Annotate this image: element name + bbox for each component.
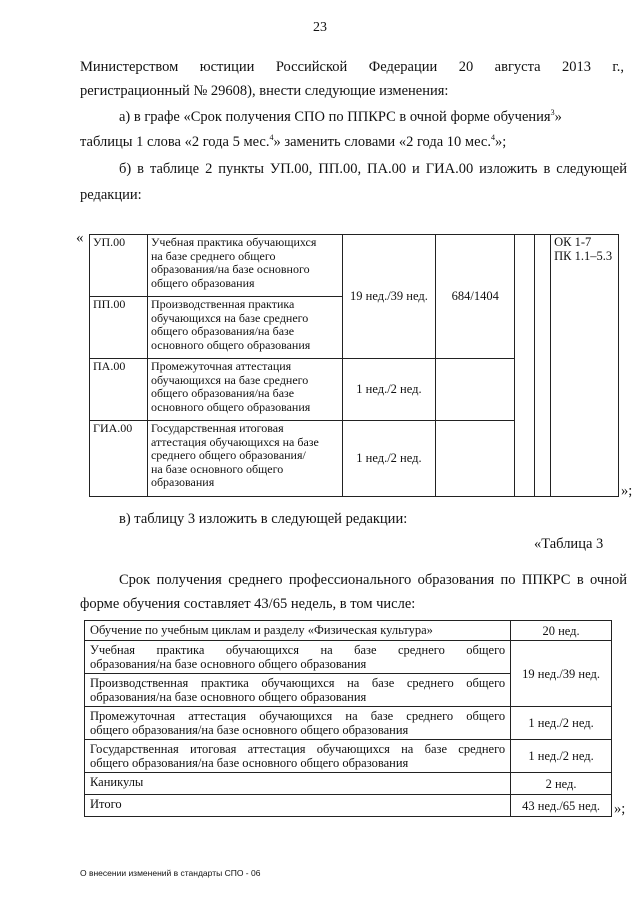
row-code: УП.00 xyxy=(90,235,148,297)
description-line: на базе основного общего xyxy=(150,461,284,476)
description-line: общего образования/на базе xyxy=(150,324,295,339)
intro-line-2: регистрационный № 29608), внести следующие изменения: xyxy=(80,83,449,99)
row-label: Каникулы xyxy=(85,773,511,795)
table-row xyxy=(90,235,619,297)
description-line: общего образования xyxy=(150,275,255,290)
description-line: Производственная практика xyxy=(150,297,295,311)
item-a-text: »; xyxy=(494,134,507,150)
table-row xyxy=(85,641,612,674)
weeks-pa: 1 нед./2 нед. xyxy=(342,359,436,421)
item-b-line-2: редакции: xyxy=(80,187,142,203)
table-row xyxy=(85,795,612,817)
duration-line-2: форме обучения составляет 43/65 недель, в том числе: xyxy=(80,596,416,612)
description-line: Промежуточная аттестация xyxy=(150,359,292,373)
row-description xyxy=(147,235,342,297)
row-value: 20 нед. xyxy=(511,621,612,641)
description-line: общего образования/на базе xyxy=(150,386,295,401)
row-value: 43 нед./65 нед. xyxy=(511,795,612,817)
description-line: среднего общего образования/ xyxy=(150,448,306,463)
competence-code: ОК 1-7 xyxy=(554,235,592,249)
empty-cell xyxy=(436,359,515,421)
empty-cell xyxy=(436,421,515,497)
row-description xyxy=(147,297,342,359)
label-line: Производственная практика обучающихся на базе среднего общего xyxy=(90,676,506,690)
item-a-line-1 xyxy=(119,108,562,126)
intro-line-1: Министерством юстиции Российской Федерации 20 августа 2013 г., xyxy=(80,59,624,75)
table-row xyxy=(85,773,612,795)
table-row xyxy=(85,740,612,773)
label-line: общего образования/на базе основного общего образования xyxy=(90,756,409,770)
description-line: основного общего образования xyxy=(150,337,311,352)
row-description xyxy=(147,421,342,497)
row-code: ПА.00 xyxy=(90,359,148,421)
page-number: 23 xyxy=(313,20,327,35)
item-a-text: » xyxy=(554,109,562,125)
description-line: образования/на базе основного xyxy=(150,262,310,277)
quote-close: »; xyxy=(621,483,633,499)
description-line: обучающихся на базе среднего xyxy=(150,372,309,387)
competence-code: ПК 1.1–5.3 xyxy=(554,248,613,263)
row-label xyxy=(85,707,511,740)
item-b-line-1: б) в таблице 2 пункты УП.00, ПП.00, ПА.00 и ГИА.00 изложить в следующей xyxy=(119,161,627,177)
row-value: 1 нед./2 нед. xyxy=(511,707,612,740)
row-code: ГИА.00 xyxy=(90,421,148,497)
description-line: Государственная итоговая xyxy=(150,421,284,435)
label-line: общего образования/на базе основного общего образования xyxy=(90,723,409,737)
label-line: Промежуточная аттестация обучающихся на базе среднего общего xyxy=(90,709,506,723)
quote-open: « xyxy=(76,230,84,246)
table-3-label: «Таблица 3 xyxy=(534,536,604,552)
description-line: обучающихся на базе среднего xyxy=(150,310,309,325)
empty-cell xyxy=(535,235,551,497)
item-c: в) таблицу 3 изложить в следующей редакции: xyxy=(119,511,408,527)
label-line: Учебная практика обучающихся на базе среднего общего xyxy=(90,643,506,657)
table-2-excerpt xyxy=(89,234,619,497)
table-3 xyxy=(84,620,612,817)
row-label xyxy=(85,674,511,707)
weeks-practice: 19 нед./39 нед. xyxy=(342,235,436,359)
empty-cell xyxy=(515,235,535,497)
competences xyxy=(551,235,619,497)
footer-note: О внесении изменений в стандарты СПО - 06 xyxy=(80,868,261,878)
description-line: аттестация обучающихся на базе xyxy=(150,434,319,449)
footnote-ref: 4 xyxy=(490,133,495,142)
label-line: образования/на базе основного общего образования xyxy=(90,657,367,671)
row-code: ПП.00 xyxy=(90,297,148,359)
row-label xyxy=(85,740,511,773)
footnote-ref: 3 xyxy=(550,108,555,117)
row-value: 19 нед./39 нед. xyxy=(511,641,612,707)
weeks-gia: 1 нед./2 нед. xyxy=(342,421,436,497)
hours-practice: 684/1404 xyxy=(436,235,515,359)
item-a-line-2 xyxy=(80,133,506,151)
description-line: образования xyxy=(150,475,215,490)
quote-close: »; xyxy=(614,801,626,817)
row-value: 2 нед. xyxy=(511,773,612,795)
description-line: Учебная практика обучающихся xyxy=(150,235,317,249)
row-label: Обучение по учебным циклам и разделу «Физическая культура» xyxy=(85,621,511,641)
footnote-ref: 4 xyxy=(269,133,274,142)
row-description xyxy=(147,359,342,421)
row-label xyxy=(85,641,511,674)
label-line: Государственная итоговая аттестация обучающихся на базе среднего xyxy=(90,742,506,756)
row-label: Итого xyxy=(85,795,511,817)
label-line: образования/на базе основного общего образования xyxy=(90,690,367,704)
item-a-text: а) в графе «Срок получения СПО по ППКРС в очной форме обучения xyxy=(119,109,551,125)
row-value: 1 нед./2 нед. xyxy=(511,740,612,773)
table-row xyxy=(85,621,612,641)
item-a-text: таблицы 1 слова «2 года 5 мес. xyxy=(80,134,270,150)
duration-line-1: Срок получения среднего профессионального образования по ППКРС в очной xyxy=(119,572,627,588)
description-line: основного общего образования xyxy=(150,399,311,414)
item-a-text: » заменить словами «2 года 10 мес. xyxy=(273,134,491,150)
description-line: на базе среднего общего xyxy=(150,248,276,263)
table-row xyxy=(85,707,612,740)
